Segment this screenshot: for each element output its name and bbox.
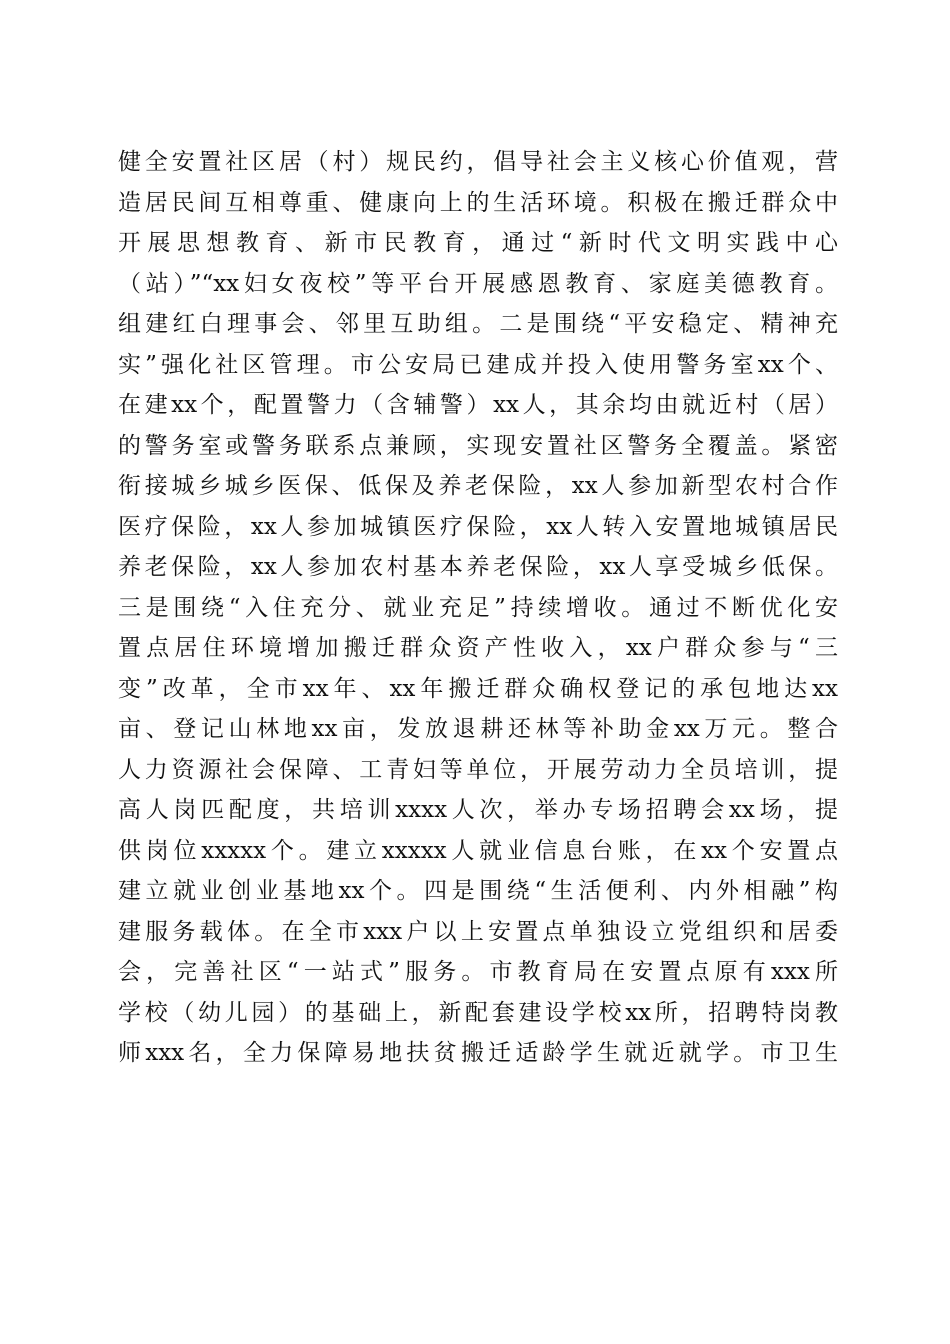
text-line: 会，完善社区“一站式”服务。市教育局在安置点原有xxx所 (118, 959, 838, 985)
text-line: 变”改革，全市xx年、xx年搬迁群众确权登记的承包地达xx (118, 675, 838, 702)
text-line: 组建红白理事会、邻里互助组。二是围绕“平安稳定、精神充 (118, 311, 838, 337)
body-paragraph (118, 142, 838, 1074)
text-line: 衔接城乡城乡医保、低保及养老保险，xx人参加新型农村合作 (118, 473, 838, 499)
text-line: 开展思想教育、新市民教育，通过“新时代文明实践中心 (118, 230, 838, 256)
text-line: 供岗位xxxxx个。建立xxxxx人就业信息台账，在xx个安置点 (118, 837, 838, 864)
text-line: 实”强化社区管理。市公安局已建成并投入使用警务室xx个、 (118, 351, 838, 378)
text-line: 在建xx个，配置警力（含辅警）xx人，其余均由就近村（居） (118, 392, 838, 418)
text-line: 高人岗匹配度，共培训xxxx人次，举办专场招聘会xx场，提 (118, 797, 838, 823)
text-line: 养老保险，xx人参加农村基本养老保险，xx人享受城乡低保。 (118, 554, 838, 580)
text-line: 医疗保险，xx人参加城镇医疗保险，xx人转入安置地城镇居民 (118, 513, 838, 540)
text-line: 置点居住环境增加搬迁群众资产性收入，xx户群众参与“三 (118, 635, 838, 661)
text-line: 健全安置社区居（村）规民约，倡导社会主义核心价值观，营 (118, 149, 838, 175)
text-line: （站）”“xx妇女夜校”等平台开展感恩教育、家庭美德教育。 (118, 270, 838, 297)
text-line: 建立就业创业基地xx个。四是围绕“生活便利、内外相融”构 (118, 878, 838, 904)
text-line: 师xxx名，全力保障易地扶贫搬迁适龄学生就近就学。市卫生 (118, 1040, 838, 1066)
text-line: 的警务室或警务联系点兼顾，实现安置社区警务全覆盖。紧密 (118, 432, 838, 459)
text-line: 学校（幼儿园）的基础上，新配套建设学校xx所，招聘特岗教 (118, 999, 838, 1026)
text-line: 三是围绕“入住充分、就业充足”持续增收。通过不断优化安 (118, 594, 838, 621)
text-line: 亩、登记山林地xx亩，发放退耕还林等补助金xx万元。整合 (118, 716, 838, 742)
text-line: 人力资源社会保障、工青妇等单位，开展劳动力全员培训，提 (118, 756, 838, 783)
text-line: 建服务载体。在全市xxx户以上安置点单独设立党组织和居委 (118, 918, 838, 945)
text-line: 造居民间互相尊重、健康向上的生活环境。积极在搬迁群众中 (118, 189, 838, 216)
